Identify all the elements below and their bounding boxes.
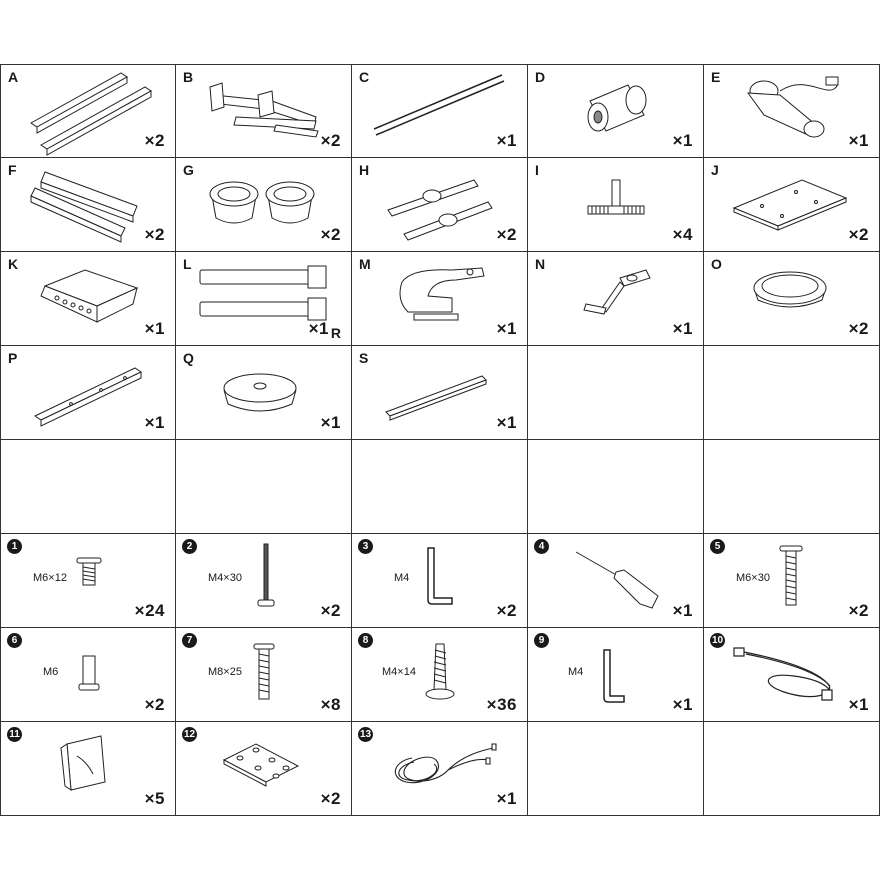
hardware-size: M6×12 — [33, 572, 67, 584]
empty-cell — [704, 346, 880, 440]
part-label: A — [8, 69, 19, 85]
hardware-number: 4 — [534, 539, 549, 554]
empty-cell — [352, 440, 528, 534]
part-label: M — [359, 256, 371, 272]
part-cell-s — [352, 346, 528, 440]
part-cell-f — [0, 158, 176, 252]
hardware-size: M4×14 — [382, 666, 416, 678]
side-marker: R — [330, 325, 341, 341]
hardware-size: M8×25 — [208, 666, 242, 678]
hardware-cell-6 — [0, 628, 176, 722]
hardware-cell-1 — [0, 534, 176, 628]
empty-cell — [528, 722, 704, 816]
part-cell-m — [352, 252, 528, 346]
hardware-number: 10 — [711, 635, 724, 646]
quantity: ×2 — [320, 225, 341, 244]
part-cell-l — [176, 252, 352, 346]
part-cell-i — [528, 158, 704, 252]
quantity: ×2 — [848, 601, 869, 620]
quantity: ×1 — [144, 319, 165, 338]
hardware-number: 13 — [359, 729, 372, 740]
part-label: S — [359, 350, 369, 366]
hardware-size: M4×30 — [208, 572, 242, 584]
empty-cell — [528, 440, 704, 534]
part-label: N — [535, 256, 546, 272]
quantity: ×1 — [144, 413, 165, 432]
part-cell-q — [176, 346, 352, 440]
quantity: ×1 — [672, 695, 693, 714]
quantity: ×1 — [848, 131, 869, 150]
part-cell-b — [176, 64, 352, 158]
part-label: Q — [183, 350, 194, 366]
part-cell-o — [704, 252, 880, 346]
hardware-size: M6×30 — [736, 572, 770, 584]
empty-cell — [528, 346, 704, 440]
hardware-cell-7 — [176, 628, 352, 722]
part-label: F — [8, 162, 17, 178]
part-label: L — [183, 256, 192, 272]
quantity: ×2 — [144, 695, 165, 714]
hardware-number: 5 — [710, 539, 725, 554]
hardware-size: M4 — [568, 666, 584, 678]
hardware-cell-12 — [176, 722, 352, 816]
part-cell-j — [704, 158, 880, 252]
quantity: ×2 — [496, 601, 517, 620]
hardware-cell-2 — [176, 534, 352, 628]
part-label: D — [535, 69, 546, 85]
hardware-number: 8 — [358, 633, 373, 648]
part-label: E — [711, 69, 721, 85]
quantity: ×1 — [496, 413, 517, 432]
part-label: G — [183, 162, 194, 178]
quantity: ×36 — [486, 695, 517, 714]
hardware-number: 9 — [534, 633, 549, 648]
part-cell-c — [352, 64, 528, 158]
quantity: ×1 — [320, 413, 341, 432]
hardware-cell-3 — [352, 534, 528, 628]
quantity: ×4 — [672, 225, 693, 244]
part-label: O — [711, 256, 722, 272]
part-cell-g — [176, 158, 352, 252]
empty-cell — [704, 722, 880, 816]
hardware-cell-11 — [0, 722, 176, 816]
empty-cell — [176, 440, 352, 534]
part-label: J — [711, 162, 719, 178]
part-cell-k — [0, 252, 176, 346]
empty-cell — [704, 440, 880, 534]
hardware-cell-4 — [528, 534, 704, 628]
part-cell-a — [0, 64, 176, 158]
hardware-size: M4 — [394, 572, 410, 584]
part-cell-d — [528, 64, 704, 158]
part-label: K — [8, 256, 19, 272]
quantity: ×2 — [848, 319, 869, 338]
part-cell-p — [0, 346, 176, 440]
part-label: B — [183, 69, 194, 85]
hardware-number: 11 — [7, 727, 22, 742]
quantity: ×24 — [134, 601, 165, 620]
part-label: H — [359, 162, 370, 178]
quantity: ×1 — [496, 319, 517, 338]
hardware-number: 6 — [7, 633, 22, 648]
quantity: ×1 — [496, 789, 517, 808]
hardware-number: 7 — [182, 633, 197, 648]
quantity: ×2 — [848, 225, 869, 244]
hardware-cell-8 — [352, 628, 528, 722]
quantity: ×5 — [144, 789, 165, 808]
quantity: ×1 — [672, 131, 693, 150]
quantity: ×2 — [320, 601, 341, 620]
part-label: C — [359, 69, 370, 85]
parts-grid — [0, 64, 880, 816]
hardware-number: 12 — [183, 729, 196, 740]
hardware-size: M6 — [43, 666, 59, 678]
hardware-cell-10 — [704, 628, 880, 722]
hardware-cell-5 — [704, 534, 880, 628]
part-label: I — [535, 162, 539, 178]
quantity: ×2 — [320, 131, 341, 150]
part-cell-n — [528, 252, 704, 346]
quantity: ×2 — [144, 131, 165, 150]
hardware-number: 3 — [358, 539, 373, 554]
hardware-cell-13 — [352, 722, 528, 816]
empty-cell — [0, 440, 176, 534]
part-label: P — [8, 350, 18, 366]
part-cell-e — [704, 64, 880, 158]
quantity: ×2 — [320, 789, 341, 808]
quantity: ×1 — [672, 601, 693, 620]
quantity: ×1 — [848, 695, 869, 714]
quantity: ×2 — [144, 225, 165, 244]
quantity: ×8 — [320, 695, 341, 714]
part-cell-h — [352, 158, 528, 252]
quantity: ×2 — [496, 225, 517, 244]
quantity: ×1 — [496, 131, 517, 150]
quantity: ×1 — [672, 319, 693, 338]
hardware-cell-9 — [528, 628, 704, 722]
hardware-number: 2 — [182, 539, 197, 554]
quantity: ×1 — [308, 319, 329, 338]
hardware-number: 1 — [7, 539, 22, 554]
